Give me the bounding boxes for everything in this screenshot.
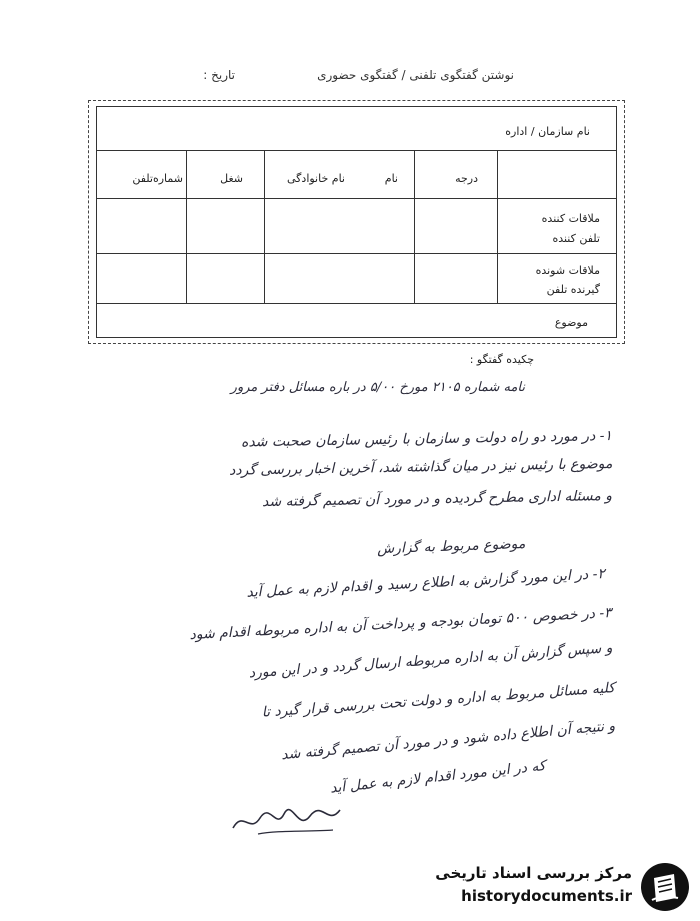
date-label: تاریخ : [203,68,235,82]
divider [96,150,617,151]
handwritten-line: ۳- در خصوص ۵۰۰ تومان بودجه و پرداخت آن به اداره مربوطه اقدام شود [189,605,613,644]
handwritten-line: کلیه مسائل مربوط به اداره و دولت تحت بررسی قرار گیرد تا [261,680,616,721]
handwritten-line: و نتیجه آن اطلاع داده شود و در مورد آن تصمیم گرفته شد [280,718,616,764]
handwritten-line: موضوع با رئیس نیز در میان گذاشته شد، آخرین اخبار بررسی گردد [228,456,613,479]
handwritten-line: ۲- در این مورد گزارش به اطلاع رسید و اقدام لازم به عمل آید [246,566,606,601]
row-label: ملاقات شونده [535,264,600,277]
column-header: شماره‌تلفن [132,172,183,185]
handwritten-line: نامه شماره ۲۱۰۵ مورخ ۵/۰۰ در باره مسائل دفتر مرور [230,380,525,395]
row-label: گیرنده تلفن [546,283,600,296]
divider [414,150,415,303]
divider [96,253,617,254]
divider [264,150,265,303]
column-header: نام خانوادگی [287,172,345,185]
org-label: نام سازمان / اداره [505,125,590,138]
scroll-logo-icon [640,862,690,912]
divider [497,150,498,303]
column-header: درجه [455,172,478,185]
divider [186,150,187,303]
handwritten-line: و سپس گزارش آن به اداره مربوطه ارسال گردد و در این مورد [247,640,613,682]
column-header: شغل [220,172,243,185]
signature [228,800,348,844]
form-title: نوشتن گفتگوی تلفنی / گفتگوی حضوری [317,68,514,82]
handwritten-line: موضوع مربوط به گزارش [376,536,526,558]
divider [96,303,617,304]
column-header: نام [384,172,398,185]
row-label: ملاقات کننده [541,212,600,225]
subject-label: موضوع [554,316,588,329]
watermark [404,860,694,915]
summary-label: چکیده گفتگو : [469,353,534,366]
row-label: تلفن کننده [552,232,600,245]
handwritten-line: و مسئله اداری مطرح گردیده و در مورد آن تصمیم گرفته شد [261,488,613,511]
watermark-url: historydocuments.ir [461,887,632,905]
handwritten-line: که در این مورد اقدام لازم به عمل آید [328,758,546,797]
divider [96,198,617,199]
handwritten-line: ۱- در مورد دو راه دولت و سازمان با رئیس سازمان صحبت شده [240,428,613,451]
watermark-org-name: مرکز بررسی اسناد تاریخی [435,864,632,882]
